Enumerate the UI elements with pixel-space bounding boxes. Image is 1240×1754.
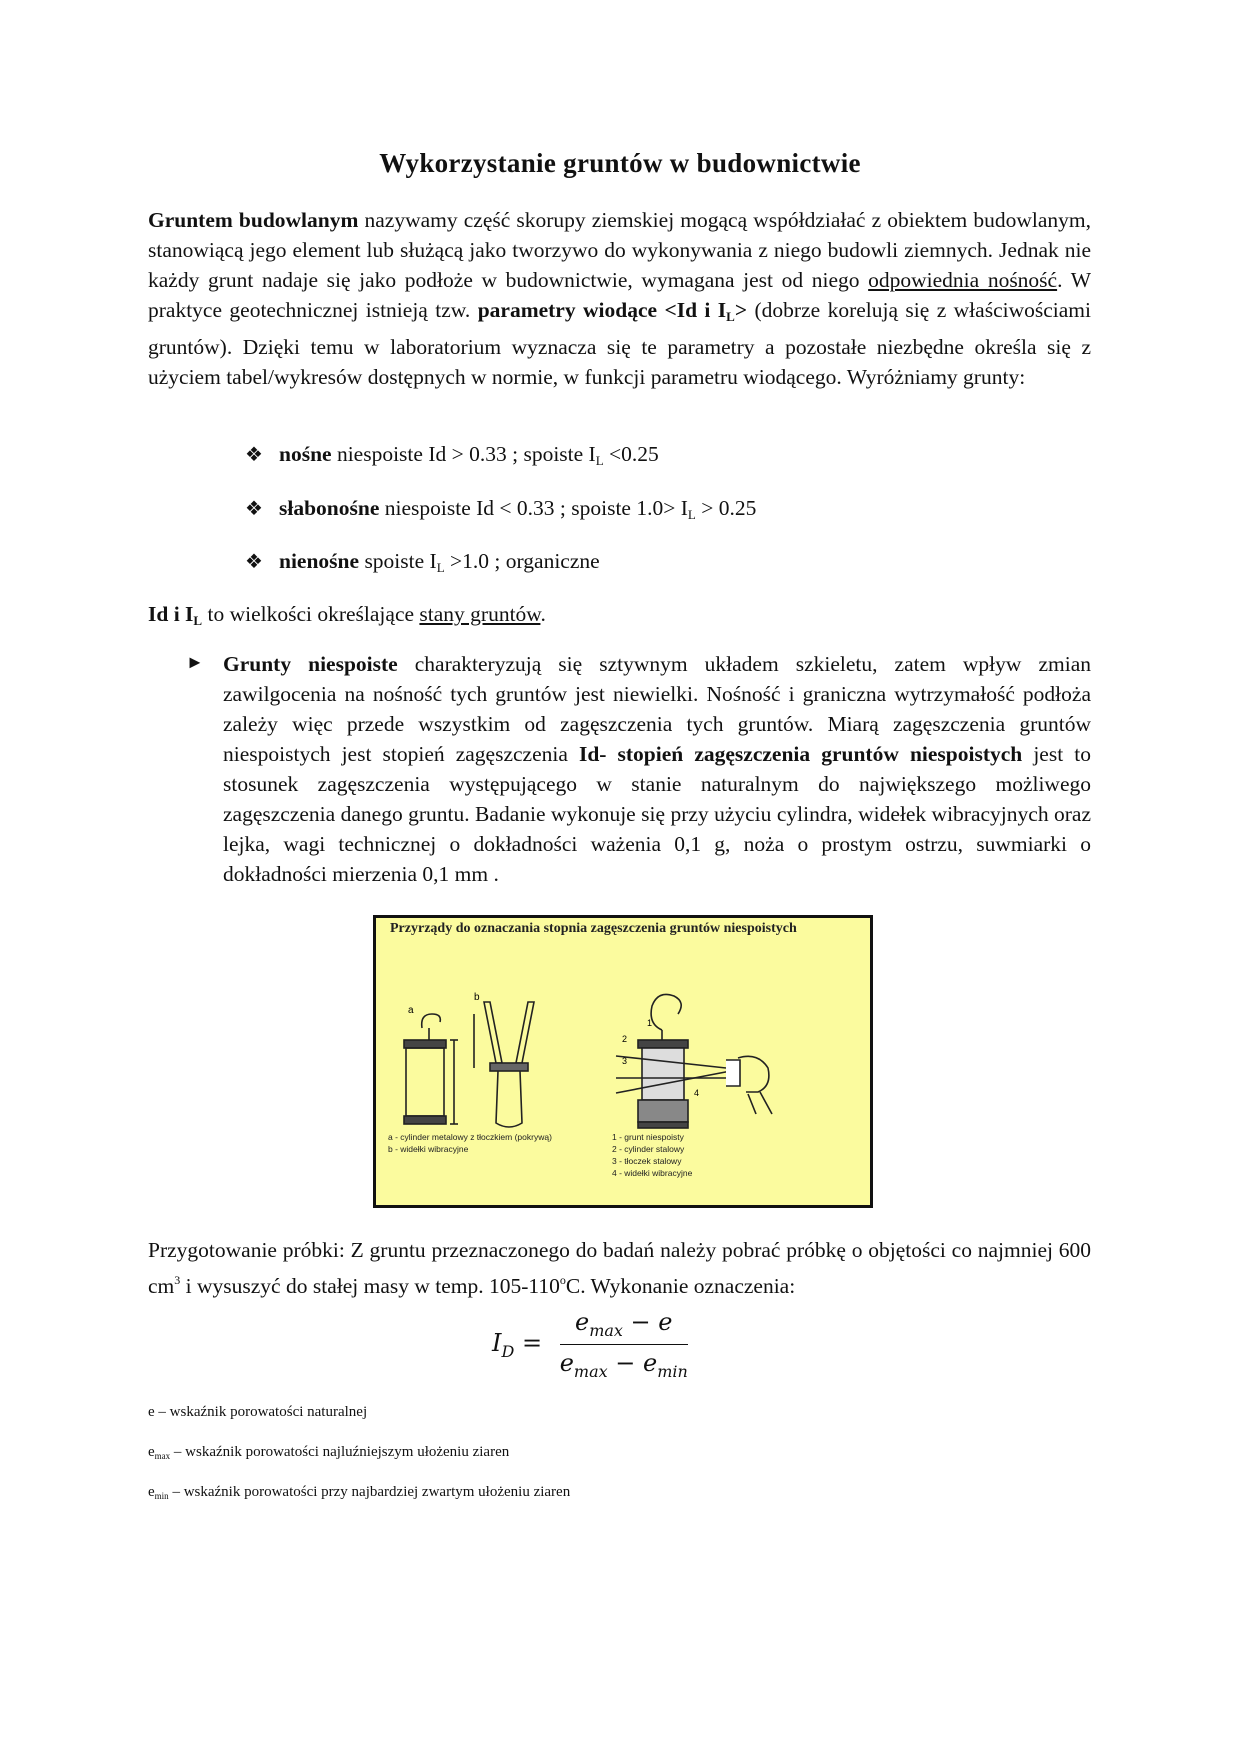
intro-paragraph bbox=[148, 205, 1091, 392]
intro-lead: Gruntem budowlanym bbox=[148, 208, 359, 232]
density-index-formula: $I_D$ = $\frac{e_{max} - e}{e_{max} - e_{min}}$ bbox=[492, 1308, 688, 1381]
definition-emin: $e_{min}$ – wskaźnik porowatości przy najbardziej zwartym ułożeniu ziaren bbox=[148, 1484, 571, 1501]
idil-line: Id i $I_L$ to wielkości określające stany gruntów. bbox=[148, 602, 546, 628]
intro-bold-params: parametry wiodące <Id i $I_L>$ bbox=[477, 298, 748, 324]
svg-text:2: 2 bbox=[622, 1034, 628, 1044]
diamond-bullet-icon: ❖ bbox=[245, 551, 263, 573]
page-title: Wykorzystanie gruntów w budownictwie bbox=[379, 148, 861, 178]
intro-underlined: odpowiednia nośność bbox=[868, 268, 1058, 292]
cylinder-a-drawing bbox=[404, 1014, 458, 1124]
label-a: a bbox=[408, 1005, 414, 1016]
apparatus-figure bbox=[373, 915, 873, 1208]
definition-e: e – wskaźnik porowatości naturalnej bbox=[148, 1404, 368, 1420]
bullet-slabonosne: ❖ słabonośne niespoiste Id < 0.33 ; spoiste $1.0> I_L > 0.25$ bbox=[245, 496, 757, 522]
diamond-bullet-icon: ❖ bbox=[245, 444, 263, 466]
niespoiste-paragraph: Grunty niespoiste charakteryzują się sztywnym układem szkieletu, zatem wpływ zmian zawilgocenia na nośność tych gruntów jest niewielki. Nośność i graniczna wytrzymałość podłoża zależy więc przede wszystkim od zagęszczenia tych gruntów. Miarą zagęszczenia gruntów niespoistych jest stopień zagęszczenia Id- stopień zagęszczenia gruntów niespoistych jest to stosunek zagęszczenia występującego w stanie naturalnym do największego możliwego zagęszczenia danego gruntu. Badanie wykonuje się przy użyciu cylindra, widełek wibracyjnych oraz lejka, wagi technicznej o dokładności ważenia 0,1 g, noża o prostym ostrzu, suwmiarki o dokładności mierzenia 0,1 mm . bbox=[223, 652, 1091, 886]
legend-left: a - cylinder metalowy z tłoczkiem (pokrywą) b - widełki wibracyjne bbox=[388, 1132, 552, 1154]
figure-title: Przyrządy do oznaczania stopnia zagęszczenia gruntów niespoistych bbox=[390, 921, 797, 936]
bullet-nienosne: ❖ nienośne spoiste $I_L >1.0$ ; organiczne bbox=[245, 549, 600, 575]
label-b: b bbox=[474, 992, 480, 1003]
svg-text:4: 4 bbox=[694, 1088, 700, 1098]
svg-text:1: 1 bbox=[647, 1018, 653, 1028]
preparation-paragraph: Przygotowanie próbki: Z gruntu przeznaczonego do badań należy pobrać próbkę o objętości co najmniej 600 $cm^3$ i wysuszyć do stałej masy w temp. 105-110$^o$C. Wykonanie oznaczenia: bbox=[148, 1238, 1091, 1298]
intro-text-2: . W praktyce geotechnicznej istnieją tzw. bbox=[148, 268, 1091, 322]
diamond-bullet-icon: ❖ bbox=[245, 498, 263, 520]
intro-text-3: (dobrze korelują się z właściwościami gruntów). Dzięki temu w laboratorium wyznacza się te parametry a pozostałe niezbędne określa się z użyciem tabel/wykresów dostępnych w normie, w funkcji parametru wiodącego. Wyróżniamy grunty: bbox=[148, 298, 1091, 389]
vibration-fork-drawing bbox=[474, 1002, 534, 1127]
bullet-nosne: ❖ nośne niespoiste Id > 0.33 ; spoiste $I_L <0.25$ bbox=[245, 442, 659, 468]
svg-text:3: 3 bbox=[622, 1056, 628, 1066]
legend-right: 1 - grunt niespoisty 2 - cylinder stalowy 3 - tłoczek stalowy 4 - widełki wibracyjne bbox=[612, 1132, 693, 1178]
intro-text-1: nazywamy część skorupy ziemskiej mogącą współdziałać z obiektem budowlanym, stanowiącą jego element lub służącą jako tworzywo do wykonywania z niego budowli ziemnych. Jednak nie każdy grunt nadaje się jako podłoże w budownictwie, wymagana jest od niego bbox=[148, 208, 1091, 292]
definition-emax: $e_{max}$ – wskaźnik porowatości najluźniejszym ułożeniu ziaren bbox=[148, 1444, 510, 1461]
arrow-bullet-icon: ► bbox=[186, 652, 204, 672]
apparatus-assembly-drawing bbox=[616, 994, 772, 1128]
